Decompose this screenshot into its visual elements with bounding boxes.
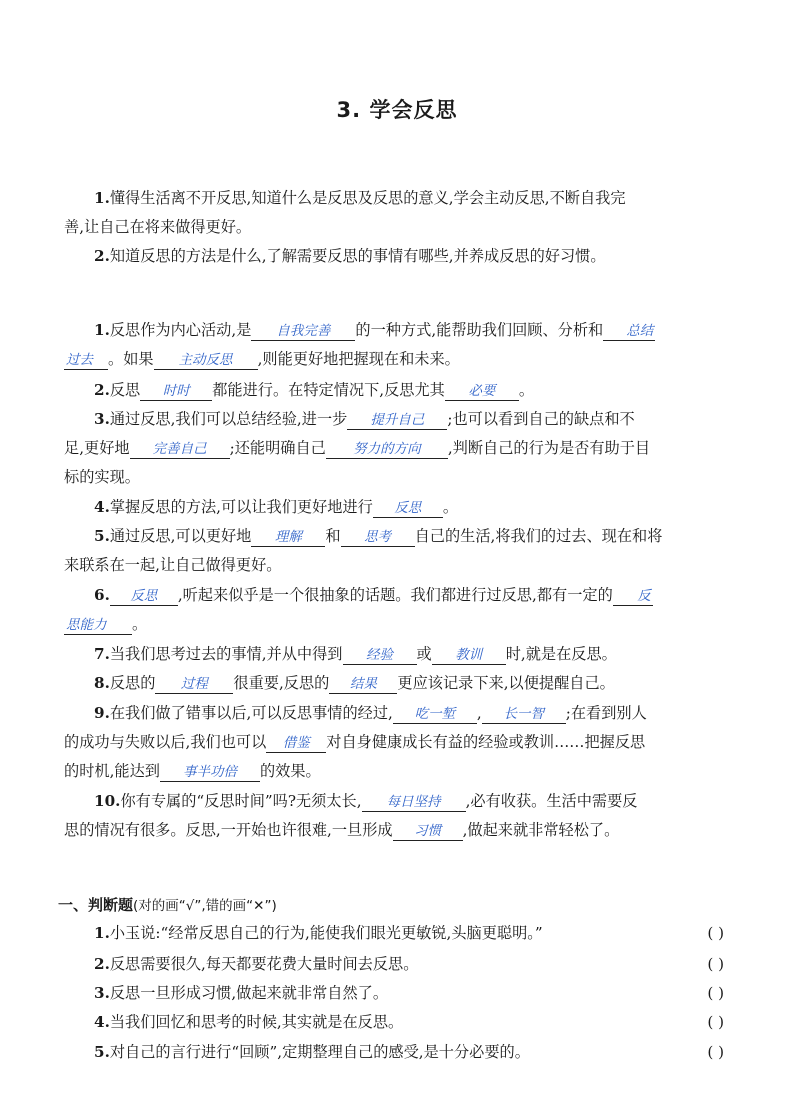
question-text: 。 xyxy=(132,615,148,633)
question-text: 来联系在一起,让自己做得更好。 xyxy=(64,556,282,574)
question-text: 反思 xyxy=(109,381,141,399)
question-number: 4. xyxy=(94,498,110,516)
question-text: 思的情况有很多。反思,一开始也许很难,一旦形成 xyxy=(64,821,393,839)
question-text: 你有专属的“反思时间”吗?无须太长, xyxy=(120,792,362,810)
question-text: 在我们做了错事以后,可以反思事情的经过, xyxy=(109,704,393,722)
answer-parentheses[interactable]: ( ) xyxy=(707,1043,724,1061)
answer-blank: 理解 xyxy=(251,528,325,547)
fill-question-8 xyxy=(64,669,726,698)
page-title: 3. 学会反思 xyxy=(336,98,458,122)
question-text: 掌握反思的方法,可以让我们更好地进行 xyxy=(109,498,373,516)
question-text: 反思需要很久,每天都要花费大量时间去反思。 xyxy=(109,955,419,973)
objective-text-cont: 善,让自己在将来做得更好。 xyxy=(64,218,252,236)
question-text: 的一种方式,能帮助我们回顾、分析和 xyxy=(355,321,604,339)
judgment-item-2 xyxy=(94,950,726,979)
section-heading-text: 一、判断题 xyxy=(58,896,134,914)
answer-blank: 过程 xyxy=(155,675,233,694)
fill-question-7 xyxy=(64,640,726,669)
section-heading-judgment xyxy=(58,894,277,915)
question-text: 很重要,反思的 xyxy=(233,674,330,692)
objective-number: 1. xyxy=(94,189,110,207)
fill-question-3 xyxy=(64,405,726,492)
objective-2 xyxy=(64,242,726,271)
question-text: 对自己的言行进行“回顾”,定期整理自己的感受,是十分必要的。 xyxy=(109,1043,530,1061)
answer-blank: 教训 xyxy=(432,646,506,665)
question-number: 7. xyxy=(94,645,110,663)
answer-blank: 长一智 xyxy=(482,705,566,724)
question-number: 4. xyxy=(94,1013,110,1031)
question-text: ,听起来似乎是一个很抽象的话题。我们都进行过反思,都有一定的 xyxy=(177,586,613,604)
question-text: 反思一旦形成习惯,做起来就非常自然了。 xyxy=(109,984,389,1002)
answer-blank: 反 xyxy=(613,587,653,606)
answer-blank: 提升自己 xyxy=(347,411,447,430)
answer-blank: 思能力 xyxy=(64,616,132,635)
question-number: 10. xyxy=(94,792,121,810)
question-number: 2. xyxy=(94,381,110,399)
question-text: 自己的生活,将我们的过去、现在和将 xyxy=(414,527,663,545)
answer-blank: 努力的方向 xyxy=(326,440,448,459)
question-text: ,判断自己的行为是否有助于目 xyxy=(447,439,651,457)
question-text: 。 xyxy=(518,381,535,399)
question-text: 通过反思,我们可以总结经验,进一步 xyxy=(109,410,348,428)
fill-question-5 xyxy=(64,522,726,580)
judgment-item-1 xyxy=(94,919,726,948)
question-number: 8. xyxy=(94,674,110,692)
question-number: 6. xyxy=(94,586,110,604)
objective-text: 懂得生活离不开反思,知道什么是反思及反思的意义,学会主动反思,不断自我完 xyxy=(109,189,626,207)
judgment-item-4 xyxy=(94,1008,726,1037)
question-text: ;在看到别人 xyxy=(565,704,647,722)
answer-blank: 总结 xyxy=(603,322,655,341)
answer-blank: 主动反思 xyxy=(154,351,258,370)
fill-question-10 xyxy=(64,787,726,845)
answer-parentheses[interactable]: ( ) xyxy=(707,924,724,942)
answer-blank: 过去 xyxy=(64,351,108,370)
question-text: 的成功与失败以后,我们也可以 xyxy=(64,733,267,751)
question-text: 时,就是在反思。 xyxy=(505,645,617,663)
objective-text: 知道反思的方法是什么,了解需要反思的事情有哪些,并养成反思的好习惯。 xyxy=(109,247,606,265)
answer-blank: 每日坚持 xyxy=(362,793,466,812)
fill-question-6 xyxy=(64,581,726,639)
question-number: 3. xyxy=(94,984,110,1002)
question-text: 当我们思考过去的事情,并从中得到 xyxy=(109,645,343,663)
question-text: 或 xyxy=(416,645,432,663)
question-text: 通过反思,可以更好地 xyxy=(109,527,252,545)
answer-blank: 吃一堑 xyxy=(393,705,477,724)
question-number: 5. xyxy=(94,1043,110,1061)
answer-blank: 必要 xyxy=(445,382,519,401)
question-text: ,必有收获。生活中需要反 xyxy=(465,792,638,810)
question-text: ;也可以看到自己的缺点和不 xyxy=(447,410,635,428)
question-number: 9. xyxy=(94,704,110,722)
question-number: 1. xyxy=(94,321,110,339)
answer-parentheses[interactable]: ( ) xyxy=(707,984,724,1002)
judgment-item-5 xyxy=(94,1038,726,1067)
answer-parentheses[interactable]: ( ) xyxy=(707,955,724,973)
question-text: , xyxy=(476,704,482,722)
answer-parentheses[interactable]: ( ) xyxy=(707,1013,724,1031)
question-text: 小玉说:“经常反思自己的行为,能使我们眼光更敏锐,头脑更聪明。” xyxy=(109,924,543,942)
question-text: 的效果。 xyxy=(259,762,321,780)
question-text: 对自身健康成长有益的经验或教训……把握反思 xyxy=(326,733,646,751)
answer-blank: 时时 xyxy=(140,382,212,401)
question-text: 都能进行。在特定情况下,反思尤其 xyxy=(212,381,445,399)
objective-1 xyxy=(64,184,726,242)
question-text: 。 xyxy=(442,498,459,516)
question-text: 的时机,能达到 xyxy=(64,762,160,780)
section-heading-note: (对的画“√”,错的画“✕”) xyxy=(133,898,277,914)
fill-question-2 xyxy=(64,376,726,405)
answer-blank: 借鉴 xyxy=(266,734,326,753)
answer-blank: 完善自己 xyxy=(130,440,230,459)
question-text: 更应该记录下来,以便提醒自己。 xyxy=(397,674,615,692)
question-text: 和 xyxy=(325,527,341,545)
answer-blank: 经验 xyxy=(343,646,417,665)
fill-question-4 xyxy=(64,493,726,522)
objective-number: 2. xyxy=(94,247,110,265)
answer-blank: 思考 xyxy=(341,528,415,547)
judgment-item-3 xyxy=(94,979,726,1008)
answer-blank: 反思 xyxy=(110,587,178,606)
answer-blank: 反思 xyxy=(373,499,443,518)
question-text: 反思作为内心活动,是 xyxy=(109,321,252,339)
question-number: 2. xyxy=(94,955,110,973)
answer-blank: 事半功倍 xyxy=(160,763,260,782)
fill-question-9 xyxy=(64,699,726,786)
question-text: 当我们回忆和思考的时候,其实就是在反思。 xyxy=(109,1013,404,1031)
fill-question-1 xyxy=(64,316,726,374)
answer-blank: 结果 xyxy=(329,675,397,694)
question-text: ;还能明确自己 xyxy=(229,439,326,457)
question-text: 反思的 xyxy=(109,674,156,692)
answer-blank: 自我完善 xyxy=(251,322,355,341)
question-text: ,做起来就非常轻松了。 xyxy=(462,821,620,839)
question-text: ,则能更好地把握现在和未来。 xyxy=(257,350,460,368)
question-number: 5. xyxy=(94,527,110,545)
question-number: 1. xyxy=(94,924,110,942)
question-number: 3. xyxy=(94,410,110,428)
question-text: 。如果 xyxy=(108,350,154,368)
question-text: 标的实现。 xyxy=(64,468,140,486)
question-text: 足,更好地 xyxy=(64,439,130,457)
answer-blank: 习惯 xyxy=(393,822,463,841)
